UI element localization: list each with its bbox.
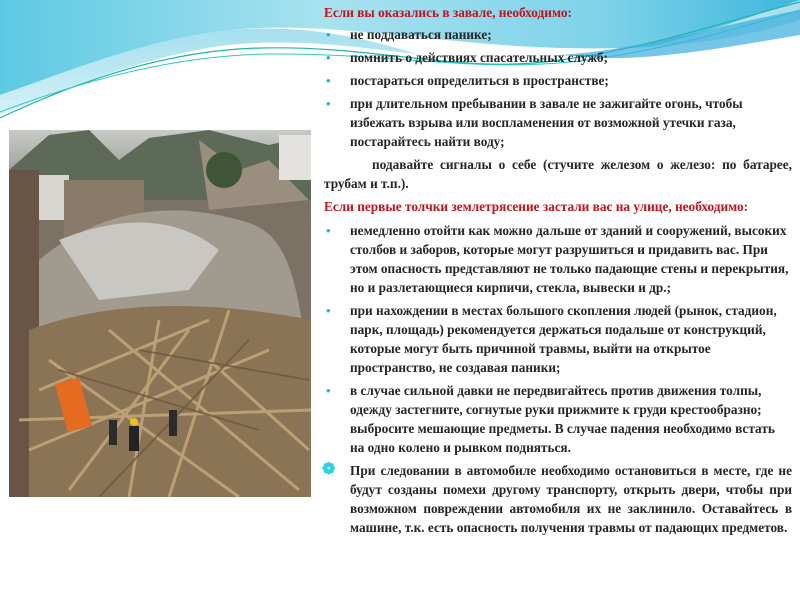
- slide-text-content: [324, 3, 792, 541]
- list-item: • в случае сильной давки не передвигайтесь против движения толпы, одежду застегните, согнутые руки прижмите к груди крестообразно; выбросите мешающие предметы. В случае падения необходимо встать на одно колено и рывком подняться.: [326, 383, 775, 455]
- list-item: • при нахождении в местах большого скопления людей (рынок, стадион, парк, площадь) рекомендуется держаться подальше от конструкций, которые могут быть причиной травмы, выйти на открытое пространство, не создавая паники;: [326, 303, 777, 375]
- bullet-icon: •: [326, 96, 331, 111]
- earthquake-rubble-photo: [9, 130, 311, 497]
- list-item: • помнить о действиях спасательных служб;: [326, 50, 608, 65]
- list-item: • не поддаваться панике;: [326, 27, 492, 42]
- signal-paragraph: подавайте сигналы о себе (стучите железом о железо: по батарее, трубам и т.п.).: [324, 157, 792, 191]
- section2-heading: Если первые толчки землетрясение застали вас на улице, необходимо:: [324, 199, 749, 214]
- bullet-icon: •: [326, 50, 331, 65]
- photo-illustration: [9, 130, 311, 497]
- bullet-icon: •: [326, 27, 331, 42]
- section1-heading: Если вы оказались в завале, необходимо:: [324, 5, 572, 20]
- bullet-icon: •: [326, 223, 331, 238]
- section1-list: [324, 25, 792, 151]
- flower-bullet-icon: ❁: [322, 461, 336, 478]
- list-item: • постараться определиться в пространстве;: [326, 73, 609, 88]
- bullet-icon: •: [326, 73, 331, 88]
- list-item: • немедленно отойти как можно дальше от зданий и сооружений, высоких столбов и заборов, которые могут разрушиться и придавить вас. При этом опасность представляют не только падающие стены и перекрытия, но и разлетающиеся кирпичи, стекла, вывески и др.;: [326, 223, 789, 295]
- bullet-icon: •: [326, 303, 331, 318]
- bullet-icon: •: [326, 383, 331, 398]
- section2-list: [324, 221, 792, 537]
- list-item: • при длительном пребывании в завале не зажигайте огонь, чтобы избежать взрыва или воспламенения от возможной утечки газа, постарайтесь найти воду;: [326, 96, 743, 149]
- car-list-item: ❁ При следовании в автомобиле необходимо остановиться в месте, где не будут созданы помехи другому транспорту, открыть двери, чтобы при возможном повреждении автомобиля их не заклинило. Оставайтесь в машине, т.к. есть опасность получения травмы от падающих предметов.: [322, 461, 792, 535]
